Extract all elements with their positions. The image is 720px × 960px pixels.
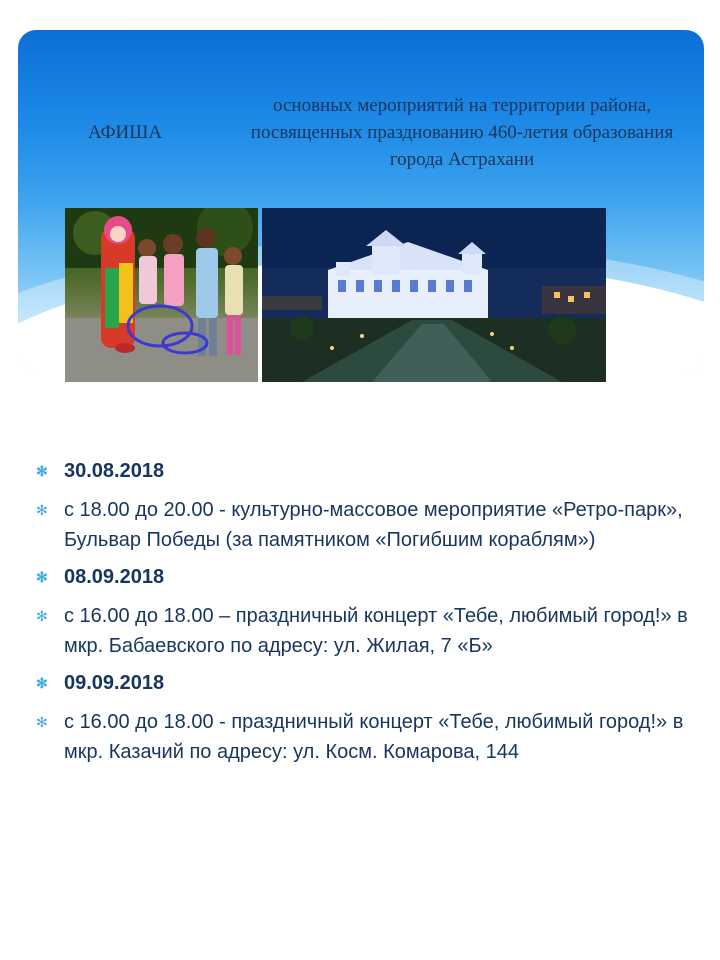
- event-description: с 16.00 до 18.00 – праздничный концерт «Тебе, любимый город!» в мкр. Бабаевского по адресу: ул. Жилая, 7 «Б»: [64, 605, 688, 657]
- snowflake-bullet-icon: ✻: [36, 502, 48, 518]
- events-list: [36, 456, 696, 774]
- event-description: с 18.00 до 20.00 - культурно-массовое мероприятие «Ретро-парк», Бульвар Победы (за памятником «Погибшим кораблям»): [64, 499, 683, 551]
- snowflake-bullet-icon: ✻: [36, 569, 48, 585]
- clown-children-photo: [65, 208, 258, 382]
- snowflake-bullet-icon: ✻: [36, 675, 48, 691]
- list-item: [36, 668, 696, 698]
- list-item: [36, 456, 696, 486]
- theatre-night-photo: [262, 208, 606, 382]
- list-item: [36, 707, 696, 767]
- event-date: 09.09.2018: [64, 672, 165, 694]
- event-date: 30.08.2018: [64, 460, 165, 482]
- snowflake-bullet-icon: ✻: [36, 608, 48, 624]
- list-item: [36, 495, 696, 555]
- event-description: с 16.00 до 18.00 - праздничный концерт «Тебе, любимый город!» в мкр. Казачий по адресу: ул. Косм. Комарова, 144: [64, 711, 684, 763]
- snowflake-bullet-icon: ✻: [36, 463, 48, 479]
- list-item: [36, 562, 696, 592]
- snowflake-bullet-icon: ✻: [36, 714, 48, 730]
- event-date: 08.09.2018: [64, 566, 165, 588]
- afisha-title: АФИША: [88, 122, 163, 143]
- afisha-subtitle: основных мероприятий на территории района, посвященных празднованию 460-летия образования города Астрахани: [250, 95, 674, 170]
- list-item: [36, 601, 696, 661]
